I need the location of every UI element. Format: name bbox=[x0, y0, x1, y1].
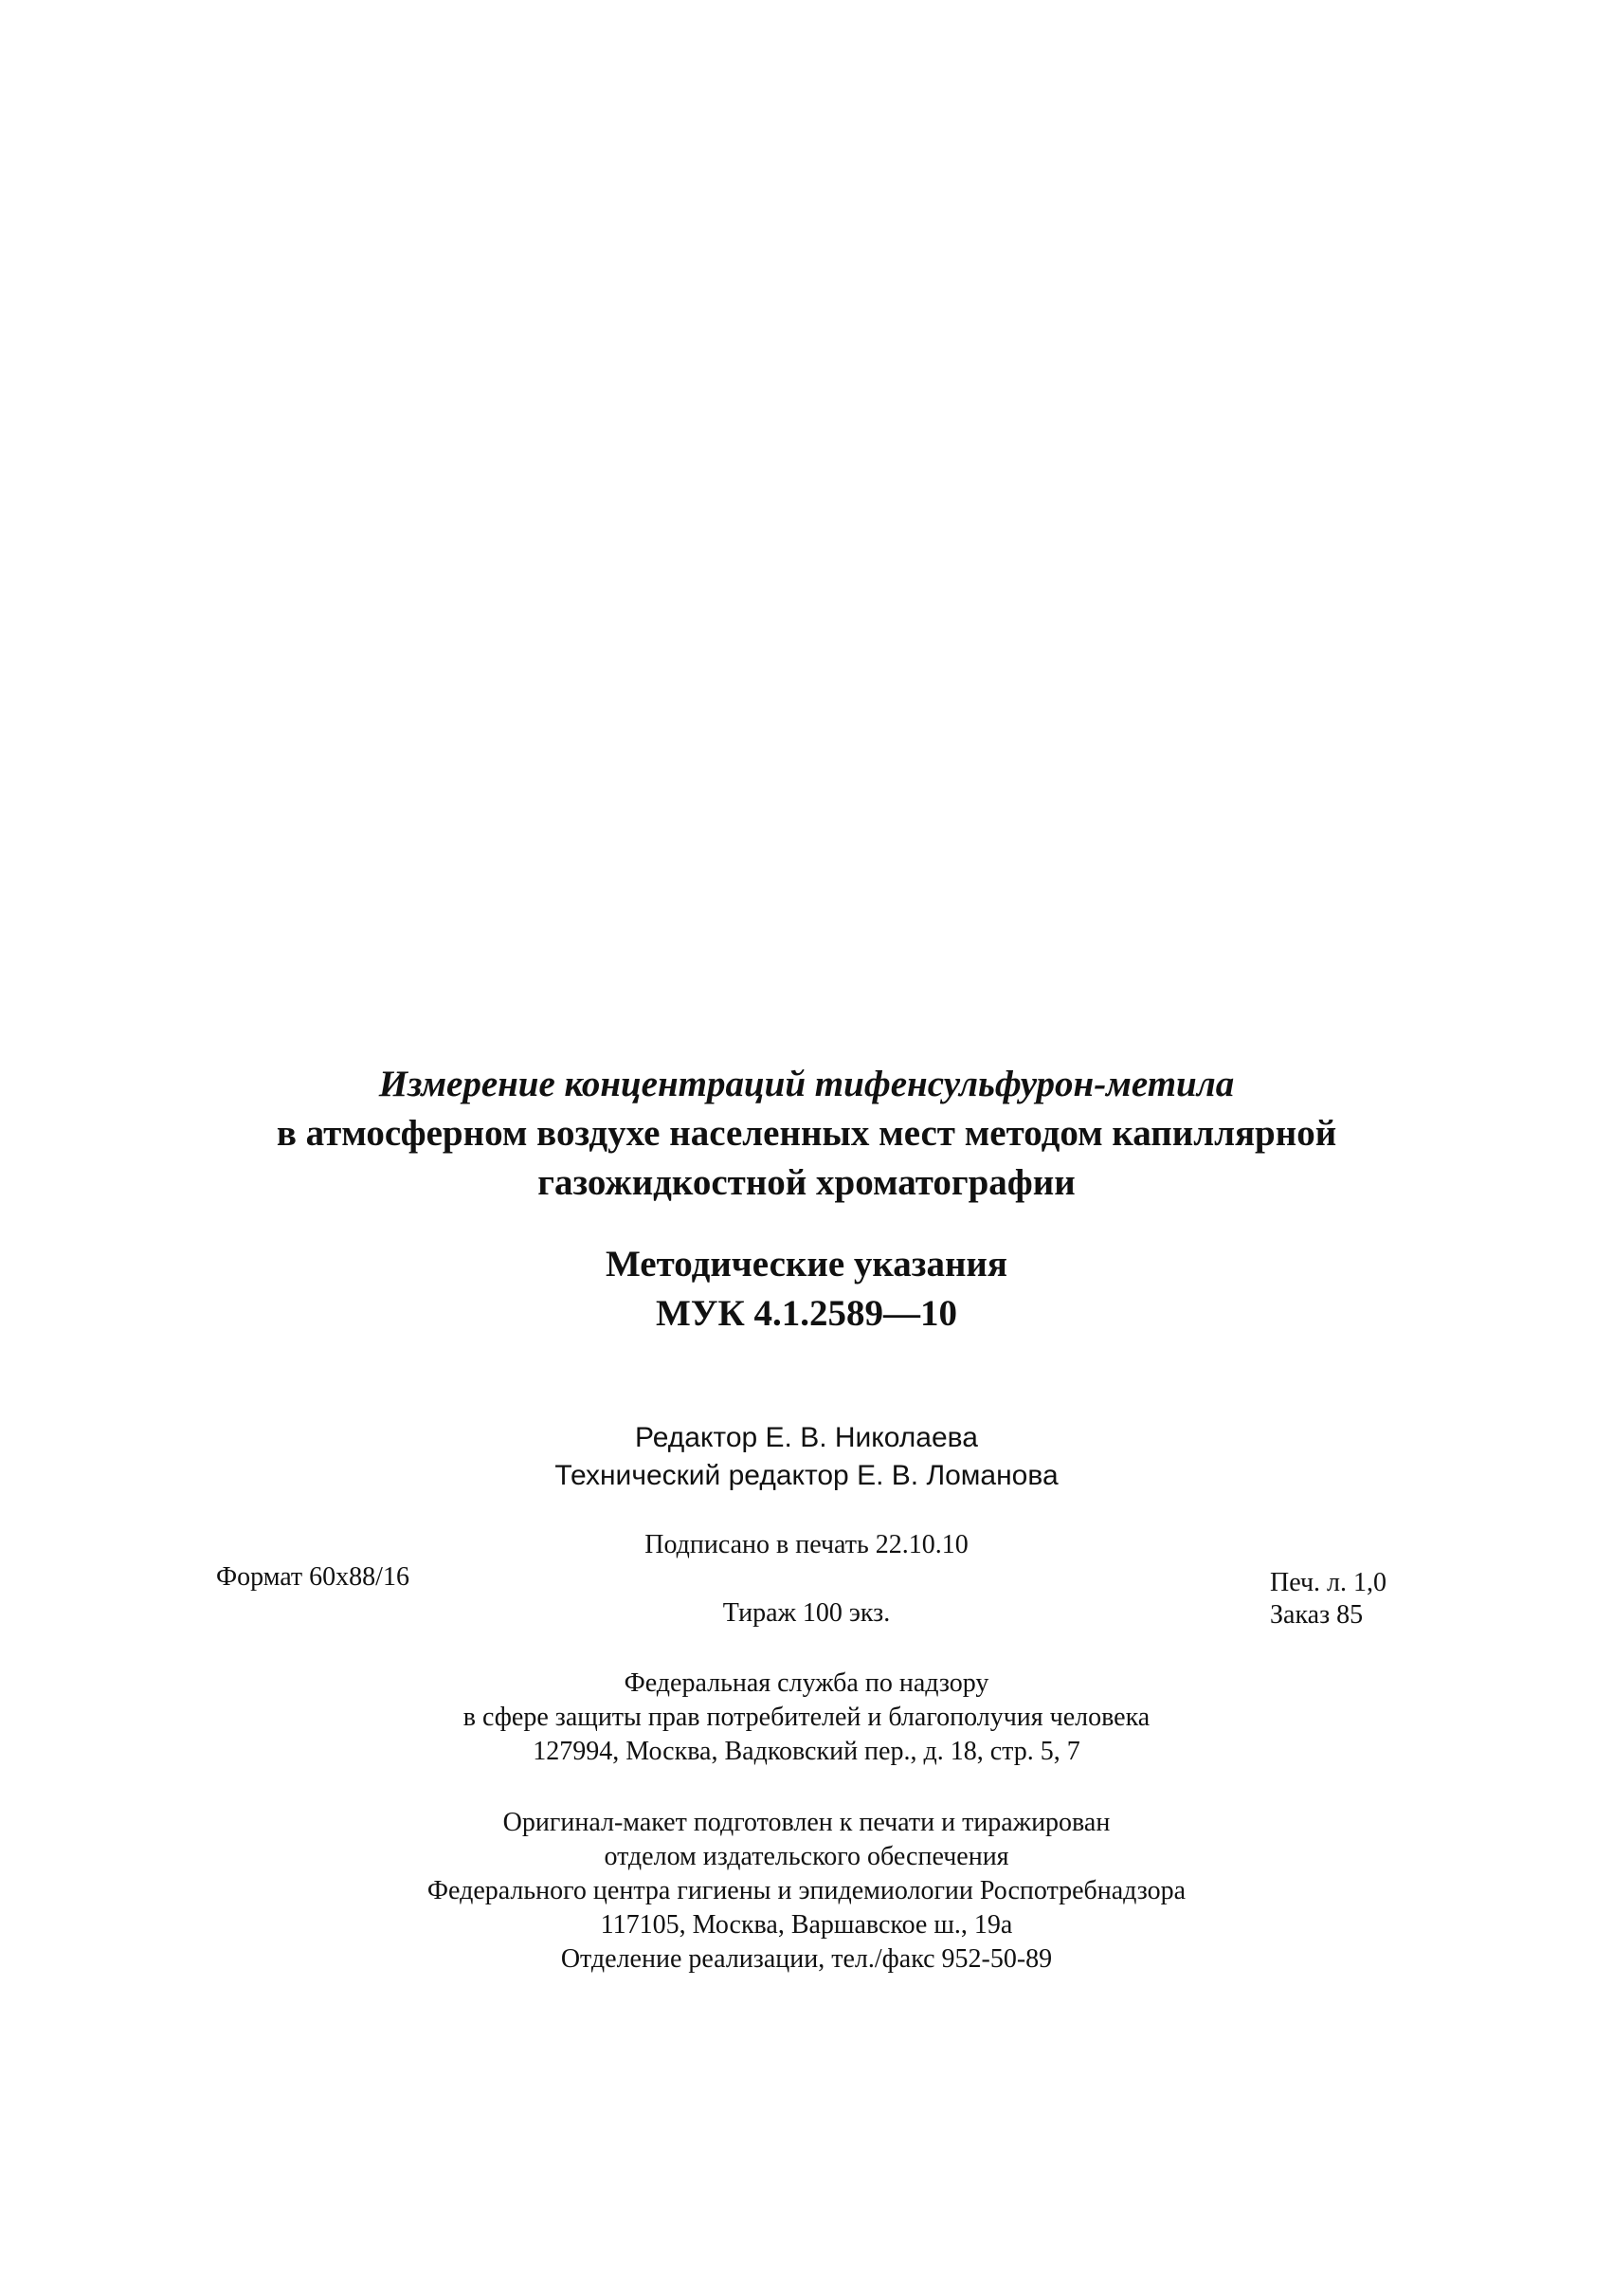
document-title bbox=[0, 1060, 1613, 1208]
editors bbox=[0, 1419, 1613, 1495]
title-line-3: газожидкостной хроматографии bbox=[537, 1162, 1076, 1203]
title-line-2: в атмосферном воздухе населенных мест методом капиллярной bbox=[276, 1113, 1337, 1154]
editor-name: Редактор Е. В. Николаева bbox=[635, 1422, 978, 1453]
method-type: Методические указания bbox=[605, 1244, 1007, 1285]
sales-contact: Отделение реализации, тел./факс 952-50-89 bbox=[560, 1944, 1053, 1974]
title-line-1: Измерение концентраций тифенсульфурон-метила bbox=[378, 1064, 1235, 1104]
signed-to-print: Подписано в печать 22.10.10 bbox=[644, 1530, 969, 1559]
order-number: Заказ 85 bbox=[1270, 1600, 1364, 1630]
printed-sheets: Печ. л. 1,0 bbox=[1270, 1568, 1387, 1597]
layout-line-2: отделом издательского обеспечения bbox=[604, 1842, 1009, 1871]
layout-line-1: Оригинал-макет подготовлен к печати и тиражирован bbox=[502, 1808, 1111, 1837]
print-run: Тираж 100 экз. bbox=[722, 1598, 891, 1628]
publisher-address: 127994, Москва, Вадковский пер., д. 18, стр. 5, 7 bbox=[533, 1737, 1080, 1766]
publisher-line-2: в сфере защиты прав потребителей и благополучия человека bbox=[462, 1703, 1151, 1732]
layout-address: 117105, Москва, Варшавское ш., 19а bbox=[600, 1910, 1013, 1940]
imprint-details bbox=[0, 1529, 1613, 1671]
publisher-line-1: Федеральная служба по надзору bbox=[624, 1668, 989, 1698]
layout-info bbox=[0, 1806, 1613, 1977]
tech-editor-name: Технический редактор Е. В. Ломанова bbox=[554, 1460, 1059, 1491]
paper-format: Формат 60x88/16 bbox=[216, 1562, 409, 1592]
method-code: МУК 4.1.2589—10 bbox=[656, 1293, 957, 1334]
method-heading bbox=[0, 1240, 1613, 1339]
layout-line-3: Федерального центра гигиены и эпидемиологии Роспотребнадзора bbox=[426, 1876, 1187, 1905]
publisher-info bbox=[0, 1667, 1613, 1769]
